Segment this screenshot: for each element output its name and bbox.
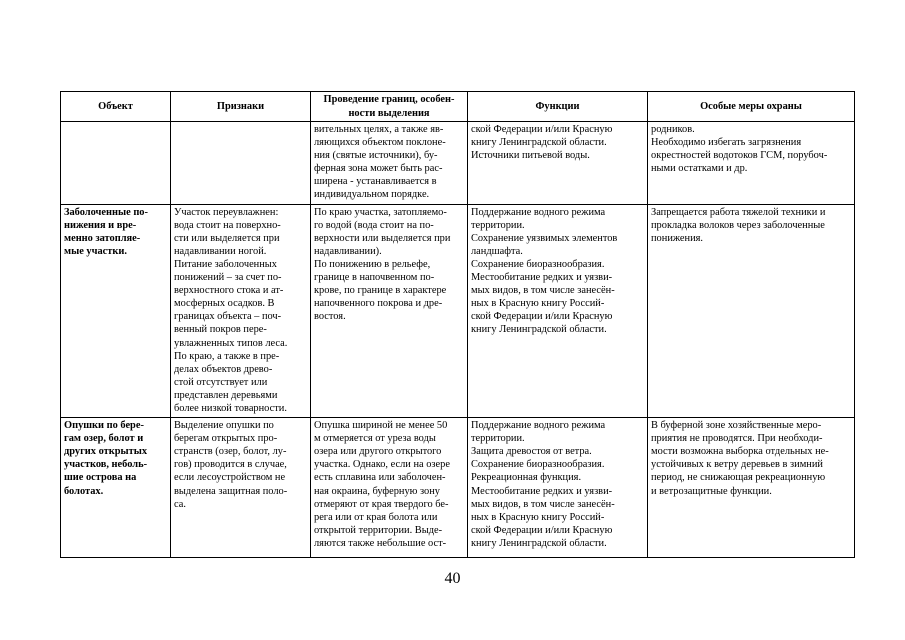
cell-text-line: открытой территории. Выде- xyxy=(314,524,443,536)
cell-object xyxy=(61,204,171,418)
cell-protection xyxy=(648,204,855,418)
header-functions: Функции xyxy=(468,92,648,122)
table-row xyxy=(61,122,855,205)
cell-text-line: странств (озер, болот, лу- xyxy=(174,446,287,458)
page-number: 40 xyxy=(444,570,461,587)
cell-text-line: Питание заболоченных xyxy=(174,258,277,270)
cell-text-line: мосферных осадков. В xyxy=(174,298,275,310)
cell-text-line: Участок переувлажнен: xyxy=(174,206,279,218)
cell-text-line: ширена - устанавливается в xyxy=(314,176,437,188)
cell-text-line: По краю, а также в пре- xyxy=(174,350,280,362)
cell-features xyxy=(171,204,311,418)
cell-text-line: нижения и вре- xyxy=(64,219,137,231)
cell-text-line: и ветрозащитные функции. xyxy=(651,485,772,497)
cell-text-line: Поддержание водного режима xyxy=(471,420,606,432)
cell-text-line: надавливании). xyxy=(314,245,382,257)
cell-text-line: напочвенного покрова и дре- xyxy=(314,298,443,310)
cell-text-line: венный покров пере- xyxy=(174,324,267,336)
cell-text-line: берегам открытых про- xyxy=(174,433,278,445)
cell-text-line: границе в напочвенном по- xyxy=(314,272,435,284)
cell-text-line: верхностного стока и ат- xyxy=(174,285,284,297)
cell-text-line: книгу Ленинградской области. xyxy=(471,137,607,149)
cell-text-line: территории. xyxy=(471,433,525,445)
protection-measures-table xyxy=(60,91,855,558)
cell-text-line: крове, по границе в характере xyxy=(314,285,447,297)
cell-text-line: ными остатками и др. xyxy=(651,163,748,175)
cell-text-line: вительных целях, а также яв- xyxy=(314,124,444,135)
cell-text-line: выделена защитная поло- xyxy=(174,485,288,497)
cell-text-line: рега или от края болота или xyxy=(314,511,438,523)
cell-boundaries xyxy=(311,418,468,558)
cell-text-line: гам озер, болот и xyxy=(64,433,144,445)
cell-text-line: гов) проводится в случае, xyxy=(174,459,287,471)
cell-text-line: понижения. xyxy=(651,232,704,244)
cell-text-line: востоя. xyxy=(314,311,346,323)
cell-text-line: ляющихся объектом поклоне- xyxy=(314,137,446,149)
cell-text-line: ных в Красную книгу Россий- xyxy=(471,298,605,310)
cell-text-line: отмеряют от края твердого бе- xyxy=(314,498,449,510)
cell-text-line: Опушка шириной не менее 50 xyxy=(314,420,448,432)
cell-text-line: ния (святые источники), бу- xyxy=(314,150,438,162)
cell-text-line: Необходимо избегать загрязнения xyxy=(651,137,802,149)
cell-text-line: границах объекта – поч- xyxy=(174,311,282,323)
cell-text-line: Опушки по бере- xyxy=(64,420,144,432)
cell-text-line: вода стоит на поверхно- xyxy=(174,219,281,231)
cell-text-line: Сохранение биоразнообразия. xyxy=(471,258,605,270)
cell-text-line: Защита древостоя от ветра. xyxy=(471,446,592,458)
cell-text-line: Поддержание водного режима xyxy=(471,206,606,218)
cell-text-line: ландшафта. xyxy=(471,245,523,257)
cell-text-line: са. xyxy=(174,498,186,510)
cell-text-line: Заболоченные по- xyxy=(64,206,148,218)
cell-text-line: понижений – за счет по- xyxy=(174,272,282,284)
cell-text-line: книгу Ленинградской области. xyxy=(471,324,607,336)
cell-functions xyxy=(468,418,648,558)
cell-text-line: менно затопляе- xyxy=(64,232,141,244)
header-protection: Особые меры охраны xyxy=(648,92,855,122)
cell-text-line: мых видов, в том числе занесён- xyxy=(471,285,615,297)
cell-text-line: надавливании ногой. xyxy=(174,245,267,257)
cell-text-line: приятия не проводятся. При необходи- xyxy=(651,433,823,445)
cell-text-line: есть сплавина или заболочен- xyxy=(314,472,446,484)
cell-text-line: Выделение опушки по xyxy=(174,420,274,432)
cell-text-line: верхности или выделяется при xyxy=(314,232,451,244)
cell-text-line: По краю участка, затопляемо- xyxy=(314,206,447,218)
cell-boundaries xyxy=(311,204,468,418)
cell-text-line: озера или другого открытого xyxy=(314,446,442,458)
cell-text-line: шие острова на xyxy=(64,472,137,484)
cell-text-line: период, не снижающая рекреационную xyxy=(651,472,826,484)
cell-text-line: мости возможна выборка отдельных не- xyxy=(651,446,829,458)
header-boundaries: Проведение границ, особен- ности выделения xyxy=(311,92,468,122)
cell-text-line: ная окраина, буферную зону xyxy=(314,485,441,497)
cell-text-line: ляются также небольшие ост- xyxy=(314,537,447,549)
cell-text-line: Местообитание редких и уязви- xyxy=(471,272,613,284)
cell-object xyxy=(61,122,171,205)
cell-text-line: мые участки. xyxy=(64,245,127,257)
cell-text-line: окрестностей водотоков ГСМ, порубоч- xyxy=(651,150,828,162)
header-features: Признаки xyxy=(171,92,311,122)
cell-text-line: мых видов, в том числе занесён- xyxy=(471,498,615,510)
cell-object xyxy=(61,418,171,558)
cell-text-line: м отмеряется от уреза воды xyxy=(314,433,436,445)
cell-text-line: ской Федерации и/или Красную xyxy=(471,124,613,135)
table-row xyxy=(61,204,855,418)
cell-text-line: книгу Ленинградской области. xyxy=(471,537,607,549)
cell-text-line: стой отсутствует или xyxy=(174,376,268,388)
header-object: Объект xyxy=(61,92,171,122)
cell-text-line: увлажненных типов леса. xyxy=(174,337,288,349)
cell-features xyxy=(171,418,311,558)
cell-text-line: других открытых xyxy=(64,446,148,458)
cell-text-line: Запрещается работа тяжелой техники и xyxy=(651,206,826,218)
cell-text-line: участка. Однако, если на озере xyxy=(314,459,450,471)
cell-text-line: устойчивых к ветру деревьев в зимний xyxy=(651,459,823,471)
cell-text-line: Сохранение уязвимых элементов xyxy=(471,232,618,244)
cell-text-line: ных в Красную книгу Россий- xyxy=(471,511,605,523)
cell-text-line: Местообитание редких и уязви- xyxy=(471,485,613,497)
cell-text-line: ферная зона может быть рас- xyxy=(314,163,443,175)
table-header-row xyxy=(61,92,855,122)
cell-text-line: представлен деревьями xyxy=(174,389,278,401)
cell-functions xyxy=(468,122,648,205)
cell-text-line: ской Федерации и/или Красную xyxy=(471,524,613,536)
cell-text-line: прокладка волоков через заболоченные xyxy=(651,219,825,231)
cell-text-line: По понижению в рельефе, xyxy=(314,258,431,270)
cell-text-line: сти или выделяется при xyxy=(174,232,280,244)
cell-text-line: участков, неболь- xyxy=(64,459,148,471)
cell-text-line: более низкой товарности. xyxy=(174,402,287,414)
cell-text-line: Источники питьевой воды. xyxy=(471,150,590,162)
cell-text-line: В буферной зоне хозяйственные меро- xyxy=(651,420,822,432)
cell-text-line: Рекреационная функция. xyxy=(471,472,582,484)
cell-protection xyxy=(648,418,855,558)
cell-text-line: ской Федерации и/или Красную xyxy=(471,311,613,323)
cell-text-line: если лесоустройством не xyxy=(174,472,286,484)
cell-text-line: болотах. xyxy=(64,485,104,497)
cell-protection xyxy=(648,122,855,205)
cell-text-line: го водой (вода стоит на по- xyxy=(314,219,434,231)
cell-text-line: родников. xyxy=(651,124,695,135)
cell-text-line: Сохранение биоразнообразия. xyxy=(471,459,605,471)
cell-functions xyxy=(468,204,648,418)
cell-text-line: индивидуальном порядке. xyxy=(314,189,430,201)
cell-boundaries xyxy=(311,122,468,205)
cell-features xyxy=(171,122,311,205)
cell-text-line: делах объектов древо- xyxy=(174,363,273,375)
cell-text-line: территории. xyxy=(471,219,525,231)
table-row xyxy=(61,418,855,558)
